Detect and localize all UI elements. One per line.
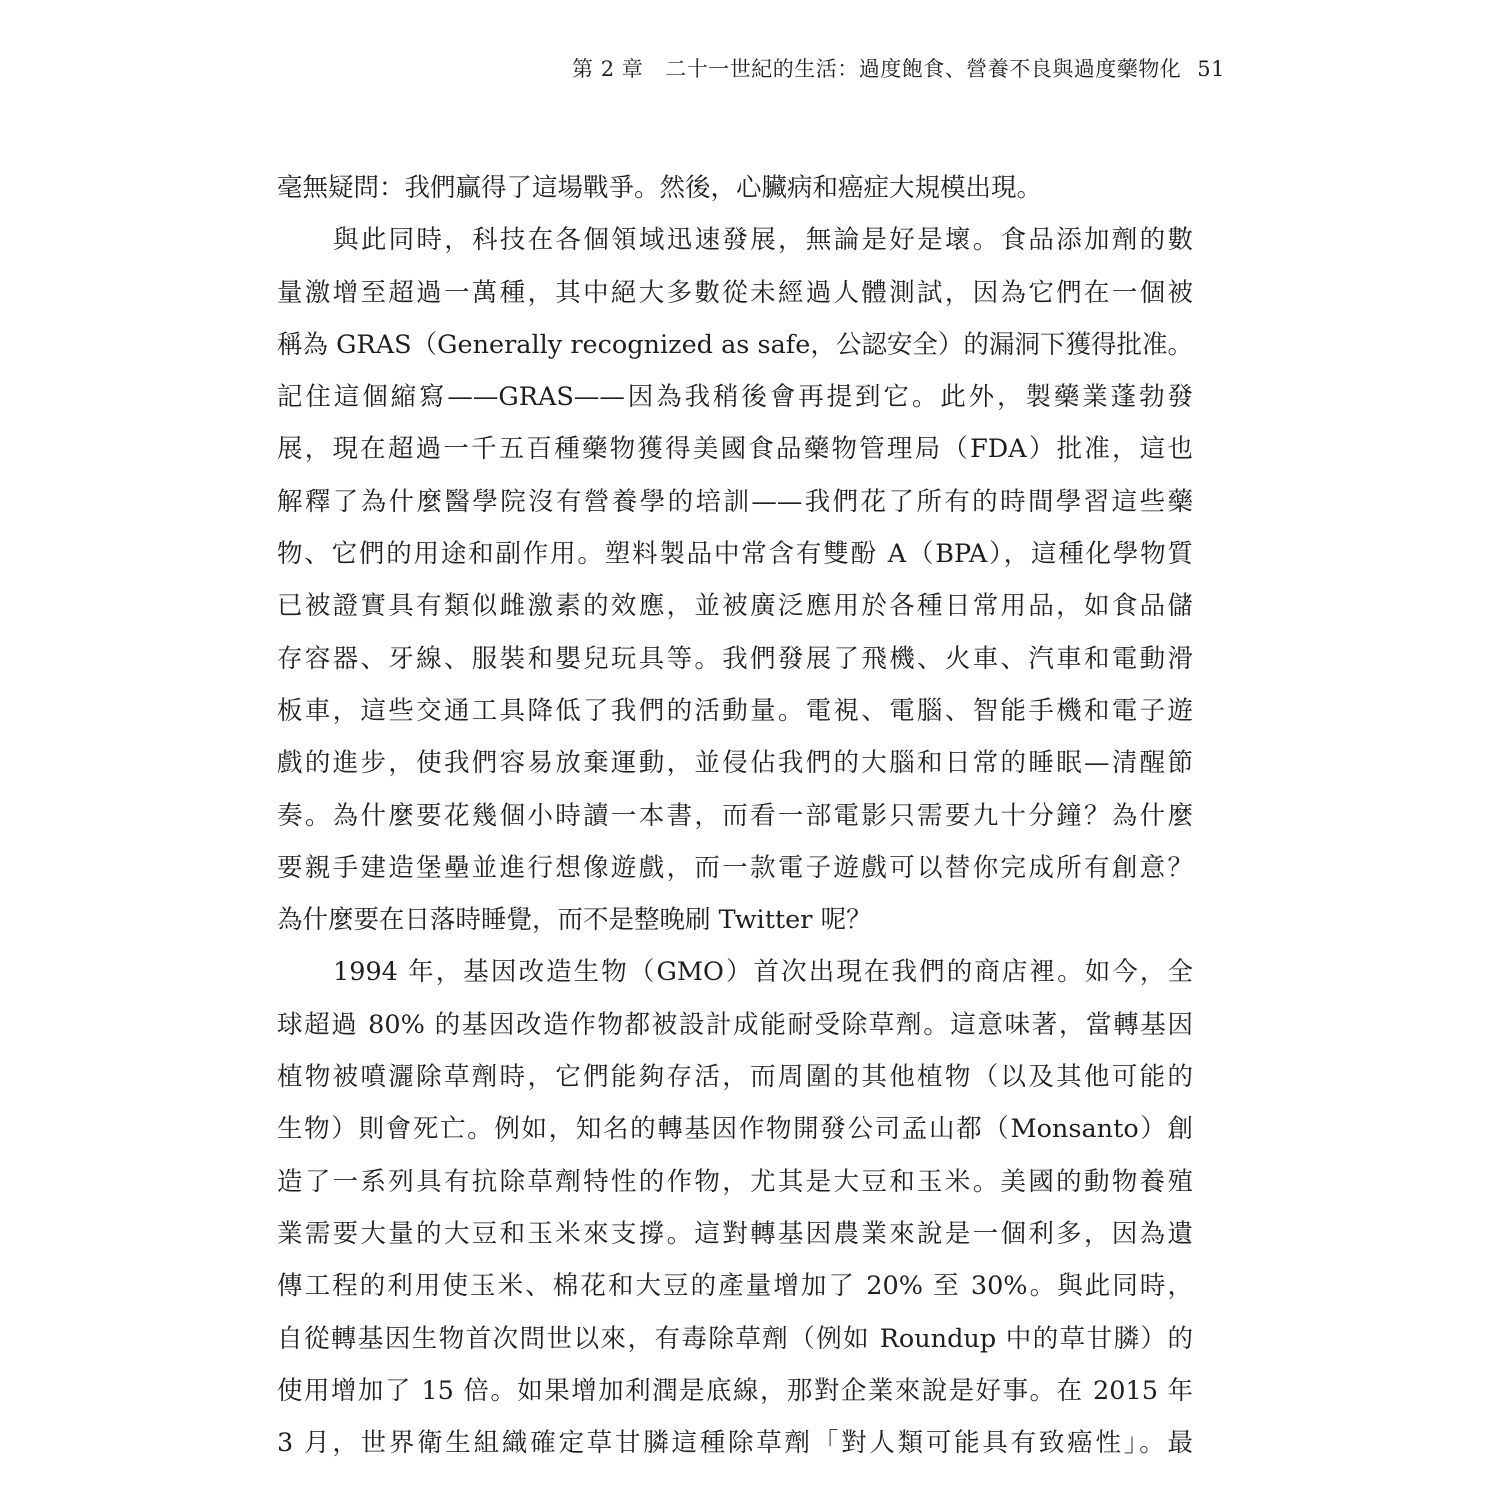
text-line: 自從轉基因生物首次問世以來，有毒除草劑（例如 Roundup 中的草甘膦）的 xyxy=(277,1323,1193,1354)
body-text xyxy=(277,162,1193,1469)
text-line: 1994 年，基因改造生物（GMO）首次出現在我們的商店裡。如今，全 xyxy=(333,957,1193,988)
text-line: 稱為 GRAS（Generally recognized as safe，公認安全）的漏洞下獲得批准。 xyxy=(277,329,1193,360)
text-line: 奏。為什麼要花幾個小時讀一本書，而看一部電影只需要九十分鐘？為什麼 xyxy=(277,800,1193,831)
text-line: 植物被噴灑除草劑時，它們能夠存活，而周圍的其他植物（以及其他可能的 xyxy=(277,1062,1193,1093)
chapter-title: 二十一世紀的生活：過度飽食、營養不良與過度藥物化 xyxy=(665,57,1182,81)
text-line: 使用增加了 15 倍。如果增加利潤是底線，那對企業來說是好事。在 2015 年 xyxy=(277,1375,1193,1406)
text-line: 業需要大量的大豆和玉米來支撐。這對轉基因農業來說是一個利多，因為遺 xyxy=(277,1218,1193,1249)
text-line: 展，現在超過一千五百種藥物獲得美國食品藥物管理局（FDA）批准，這也 xyxy=(277,434,1193,465)
text-line: 傳工程的利用使玉米、棉花和大豆的產量增加了 20% 至 30%。與此同時， xyxy=(277,1271,1193,1302)
text-line: 物、它們的用途和副作用。塑料製品中常含有雙酚 A（BPA），這種化學物質 xyxy=(277,539,1193,570)
text-line: 板車，這些交通工具降低了我們的活動量。電視、電腦、智能手機和電子遊 xyxy=(277,695,1193,726)
text-line: 記住這個縮寫——GRAS——因為我稍後會再提到它。此外，製藥業蓬勃發 xyxy=(277,382,1193,413)
text-line: 量激增至超過一萬種，其中絕大多數從未經過人體測試，因為它們在一個被 xyxy=(277,277,1193,308)
text-line: 戲的進步，使我們容易放棄運動，並侵佔我們的大腦和日常的睡眠—清醒節 xyxy=(277,748,1193,779)
page-number: 51 xyxy=(1197,57,1225,81)
text-line: 為什麼要在日落時睡覺，而不是整晚刷 Twitter 呢？ xyxy=(277,905,872,936)
text-line: 已被證實具有類似雌激素的效應，並被廣泛應用於各種日常用品，如食品儲 xyxy=(277,591,1193,622)
text-line: 造了一系列具有抗除草劑特性的作物，尤其是大豆和玉米。美國的動物養殖 xyxy=(277,1166,1193,1197)
running-header xyxy=(572,54,1225,84)
text-line: 生物）則會死亡。例如，知名的轉基因作物開發公司孟山都（Monsanto）創 xyxy=(277,1114,1193,1145)
text-line: 存容器、牙線、服裝和嬰兒玩具等。我們發展了飛機、火車、汽車和電動滑 xyxy=(277,643,1193,674)
text-line: 3 月，世界衛生組織確定草甘膦這種除草劑「對人類可能具有致癌性」。最 xyxy=(277,1428,1193,1459)
text-line: 毫無疑問：我們贏得了這場戰爭。然後，心臟病和癌症大規模出現。 xyxy=(277,173,1043,203)
text-line: 球超過 80% 的基因改造作物都被設計成能耐受除草劑。這意味著，當轉基因 xyxy=(277,1009,1193,1040)
text-line: 與此同時，科技在各個領域迅速發展，無論是好是壞。食品添加劑的數 xyxy=(333,225,1193,256)
text-line: 解釋了為什麼醫學院沒有營養學的培訓——我們花了所有的時間學習這些藥 xyxy=(277,486,1193,517)
text-line: 要親手建造堡壘並進行想像遊戲，而一款電子遊戲可以替你完成所有創意？ xyxy=(277,852,1193,883)
chapter-number: 第 2 章 xyxy=(572,57,644,81)
